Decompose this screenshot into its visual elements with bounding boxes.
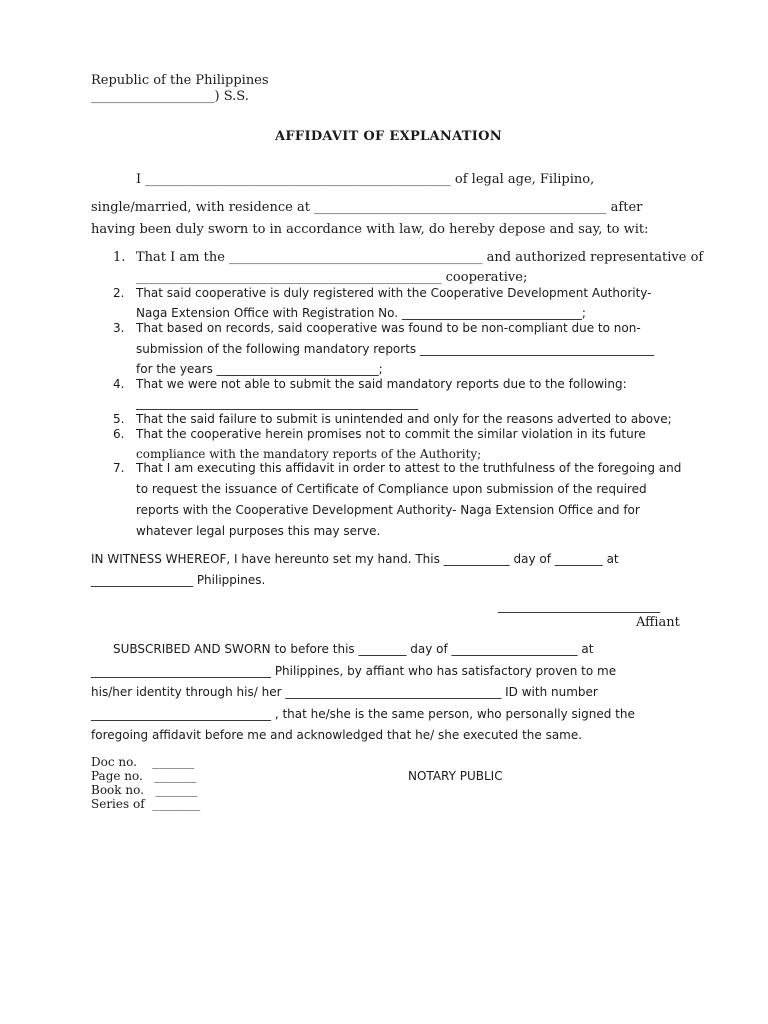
- item-number: 7.: [113, 461, 125, 475]
- item-6-line-1: That the cooperative herein promises not to commit the similar violation in its future: [136, 427, 646, 441]
- witness-line-2: _________________ Philippines.: [91, 573, 266, 587]
- item-2-line-1: That said cooperative is duly registered with the Cooperative Development Authority-: [136, 286, 652, 300]
- book-number: Book no. _______: [91, 783, 198, 797]
- subscribed-line-4: ______________________________ , that he/she is the same person, who personally signed the: [91, 707, 635, 721]
- item-number: 3.: [113, 321, 125, 335]
- item-3-line-1: That based on records, said cooperative was found to be non-compliant due to non-: [136, 321, 641, 335]
- subscribed-line-2: ______________________________ Philippines, by affiant who has satisfactory proven to me: [91, 664, 617, 678]
- item-4-line-1: That we were not able to submit the said mandatory reports due to the following:: [136, 377, 627, 391]
- item-number: 5.: [113, 412, 125, 426]
- item-6-line-2: compliance with the mandatory reports of the Authority;: [136, 447, 482, 461]
- item-7-line-2: to request the issuance of Certificate of Compliance upon submission of the required: [136, 482, 647, 496]
- document-title: AFFIDAVIT OF EXPLANATION: [275, 129, 502, 144]
- item-number: 4.: [113, 377, 125, 391]
- affiant-signature-line: ___________________________: [498, 599, 660, 613]
- item-7-line-1: That I am executing this affidavit in order to attest to the truthfulness of the foregoing and: [136, 461, 682, 475]
- item-4-line-2: _______________________________________________: [136, 396, 418, 410]
- item-number: 2.: [113, 286, 125, 300]
- item-7-line-3: reports with the Cooperative Development Authority- Naga Extension Office and for: [136, 503, 640, 517]
- page-number: Page no. _______: [91, 769, 197, 783]
- affiant-label: Affiant: [636, 615, 680, 630]
- subscribed-line-3: his/her identity through his/ her ____________________________________ ID with number: [91, 685, 598, 699]
- intro-line-2: single/married, with residence at _____________________________________________ after: [91, 200, 643, 215]
- item-number: 1.: [113, 250, 126, 265]
- item-3-line-2: submission of the following mandatory reports _______________________________________: [136, 342, 654, 356]
- item-5-line-1: That the said failure to submit is unintended and only for the reasons adverted to above;: [136, 412, 672, 426]
- intro-line-1: I _______________________________________________ of legal age, Filipino,: [136, 172, 595, 187]
- witness-line-1: IN WITNESS WHEREOF, I have hereunto set my hand. This ___________ day of ________ at: [91, 552, 619, 566]
- item-2-line-2: Naga Extension Office with Registration No. ______________________________;: [136, 306, 586, 320]
- ss-line: ___________________) S.S.: [91, 89, 249, 104]
- intro-line-3: having been duly sworn to in accordance with law, do hereby depose and say, to wit:: [91, 222, 649, 237]
- doc-number: Doc no. _______: [91, 755, 195, 769]
- item-7-line-4: whatever legal purposes this may serve.: [136, 524, 381, 538]
- subscribed-line-5: foregoing affidavit before me and acknowledged that he/ she executed the same.: [91, 728, 583, 742]
- item-number: 6.: [113, 427, 125, 441]
- item-1-line-1: That I am the _______________________________________ and authorized representative of: [136, 250, 704, 265]
- item-3-line-3: for the years ___________________________;: [136, 362, 383, 376]
- notary-public-label: NOTARY PUBLIC: [408, 769, 503, 783]
- item-1-line-2: _______________________________________________ cooperative;: [136, 270, 528, 285]
- republic-header: Republic of the Philippines: [91, 73, 269, 88]
- subscribed-line-1: SUBSCRIBED AND SWORN to before this ________ day of _____________________ at: [113, 642, 594, 656]
- series-of: Series of ________: [91, 797, 201, 811]
